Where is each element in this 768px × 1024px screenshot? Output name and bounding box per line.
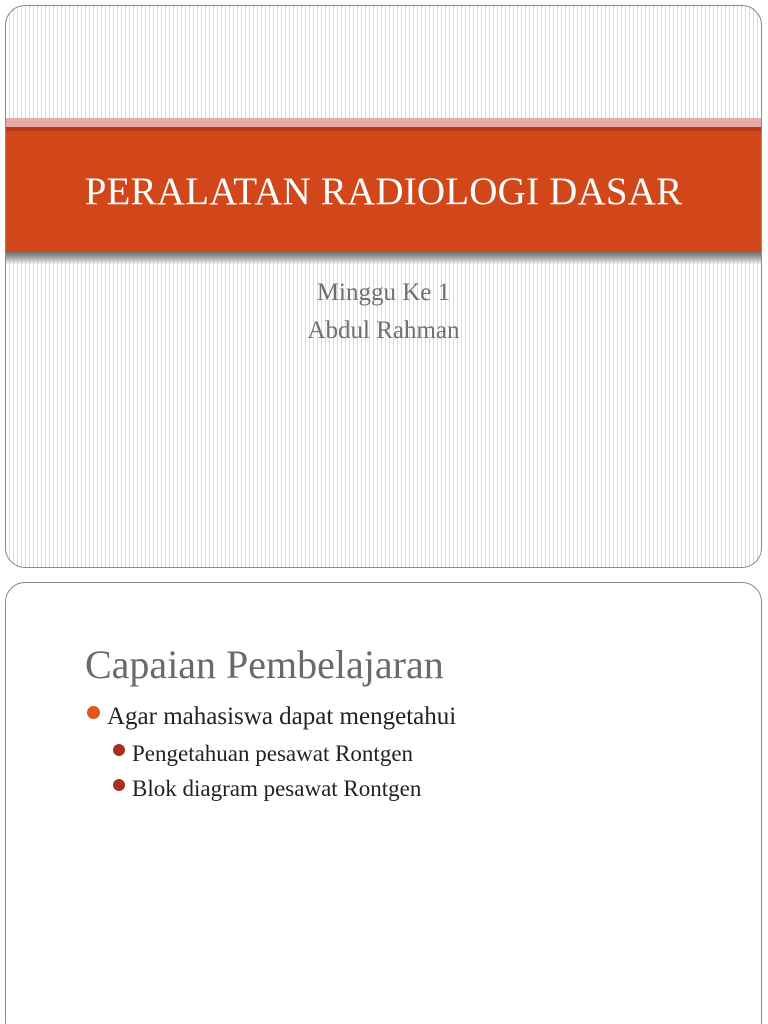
bullet-dot-icon — [87, 706, 100, 719]
sub-bullet-text: Blok diagram pesawat Rontgen — [132, 776, 422, 801]
title-band — [6, 131, 761, 252]
title-slide — [5, 5, 762, 568]
content-slide-title: Capaian Pembelajaran — [85, 642, 444, 687]
subtitle-week: Minggu Ke 1 — [316, 279, 451, 306]
subtitle-author: Abdul Rahman — [307, 317, 460, 344]
sub-bullet-item — [113, 776, 421, 802]
sub-bullet-dot-icon — [113, 779, 125, 791]
accent-band — [6, 118, 761, 127]
bullet-item — [87, 703, 456, 731]
slide-title: PERALATAN RADIOLOGI DASAR — [84, 170, 683, 213]
sub-bullet-dot-icon — [113, 744, 125, 756]
sub-bullet-text: Pengetahuan pesawat Rontgen — [132, 741, 414, 766]
bullet-text: Agar mahasiswa dapat mengetahui — [107, 703, 457, 730]
sub-bullet-item — [113, 741, 413, 767]
title-band-shadow — [6, 252, 761, 264]
content-slide — [5, 582, 762, 1024]
